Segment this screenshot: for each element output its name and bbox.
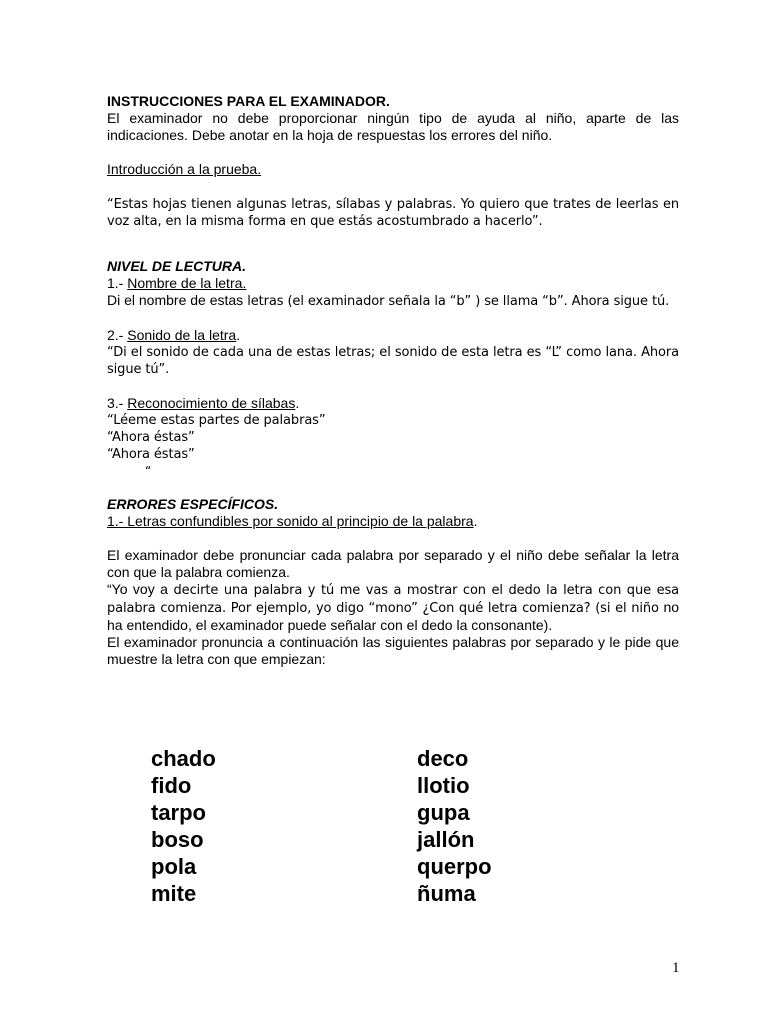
word-item: querpo [417,854,492,879]
intro-heading: Introducción a la prueba. [107,161,262,177]
nivel-item-1-title: Nombre de la letra. [127,275,247,291]
page-number: 1 [672,960,680,976]
intro-quote: “Estas hojas tienen algunas letras, sílabas y palabras. Yo quiero que trates de leerlas en voz alta, en la misma forma en que estás acostumbrado a hacerlo”. [107,197,679,229]
errores-paragraph-2: El examinador pronuncia a continuación las siguientes palabras por separado y le pide que muestre la letra con que empiezan: [107,634,679,667]
errores-paragraph-1: El examinador debe pronunciar cada palabra por separado y el niño debe señalar la letra con que la palabra comienza. [107,547,679,580]
nivel-item-2-title: Sonido de la letra [127,327,237,343]
document-body [107,93,679,668]
nivel-item-3-line: “Ahora éstas” [107,430,195,445]
nivel-item-3-title: Reconocimiento de sílabas [127,395,296,411]
page-title: INSTRUCCIONES PARA EL EXAMINADOR. [107,93,390,109]
errores-item-1-heading: 1.- Letras confundibles por sonido al principio de la palabra. [107,513,478,529]
intro-paragraph: El examinador no debe proporcionar ningún tipo de ayuda al niño, aparte de las indicaciones. Debe anotar en la hoja de respuestas los errores del niño. [107,110,679,143]
word-item: pola [151,854,197,879]
word-item: deco [417,746,469,771]
nivel-item-1-heading: 1.- Nombre de la letra. [107,275,247,291]
nivel-item-2-text: “Di el sonido de cada una de estas letras; el sonido de esta letra es “L” como lana. Ahora sigue tú”. [107,345,679,377]
word-list-right [417,745,492,907]
nivel-item-3-line: “Ahora éstas” [107,447,195,462]
word-list-left [151,745,216,907]
errores-item-1-title: 1.- Letras confundibles por sonido al principio de la palabra [107,513,474,529]
nivel-item-3-trailing-mark: “ [145,464,152,478]
word-item: gupa [417,800,470,825]
nivel-item-3-heading: 3.- Reconocimiento de sílabas. [107,395,300,411]
word-item: tarpo [151,800,206,825]
word-item: chado [151,746,216,771]
word-item: jallón [417,827,475,852]
word-item: llotio [417,773,470,798]
word-item: boso [151,827,204,852]
nivel-heading: NIVEL DE LECTURA. [107,258,246,274]
word-item: fido [151,773,192,798]
errores-heading: ERRORES ESPECÍFICOS. [107,496,279,512]
word-item: ñuma [417,881,476,906]
word-item: mite [151,881,197,906]
errores-quote: “Yo voy a decirte una palabra y tú me vas a mostrar con el dedo la letra con que esa palabra comienza. Por ejemplo, yo digo “mono” ¿Con qué letra comienza? (si el niño no ha entendido, el examinador puede señalar con el dedo la consonante). [107,581,680,633]
nivel-item-1-text: Di el nombre de estas letras (el examinador señala la “b” ) se llama “b”. Ahora sigue tú. [107,292,670,309]
nivel-item-3-line: “Léeme estas partes de palabras” [107,413,326,428]
nivel-item-2-heading: 2.- Sonido de la letra. [107,327,241,343]
